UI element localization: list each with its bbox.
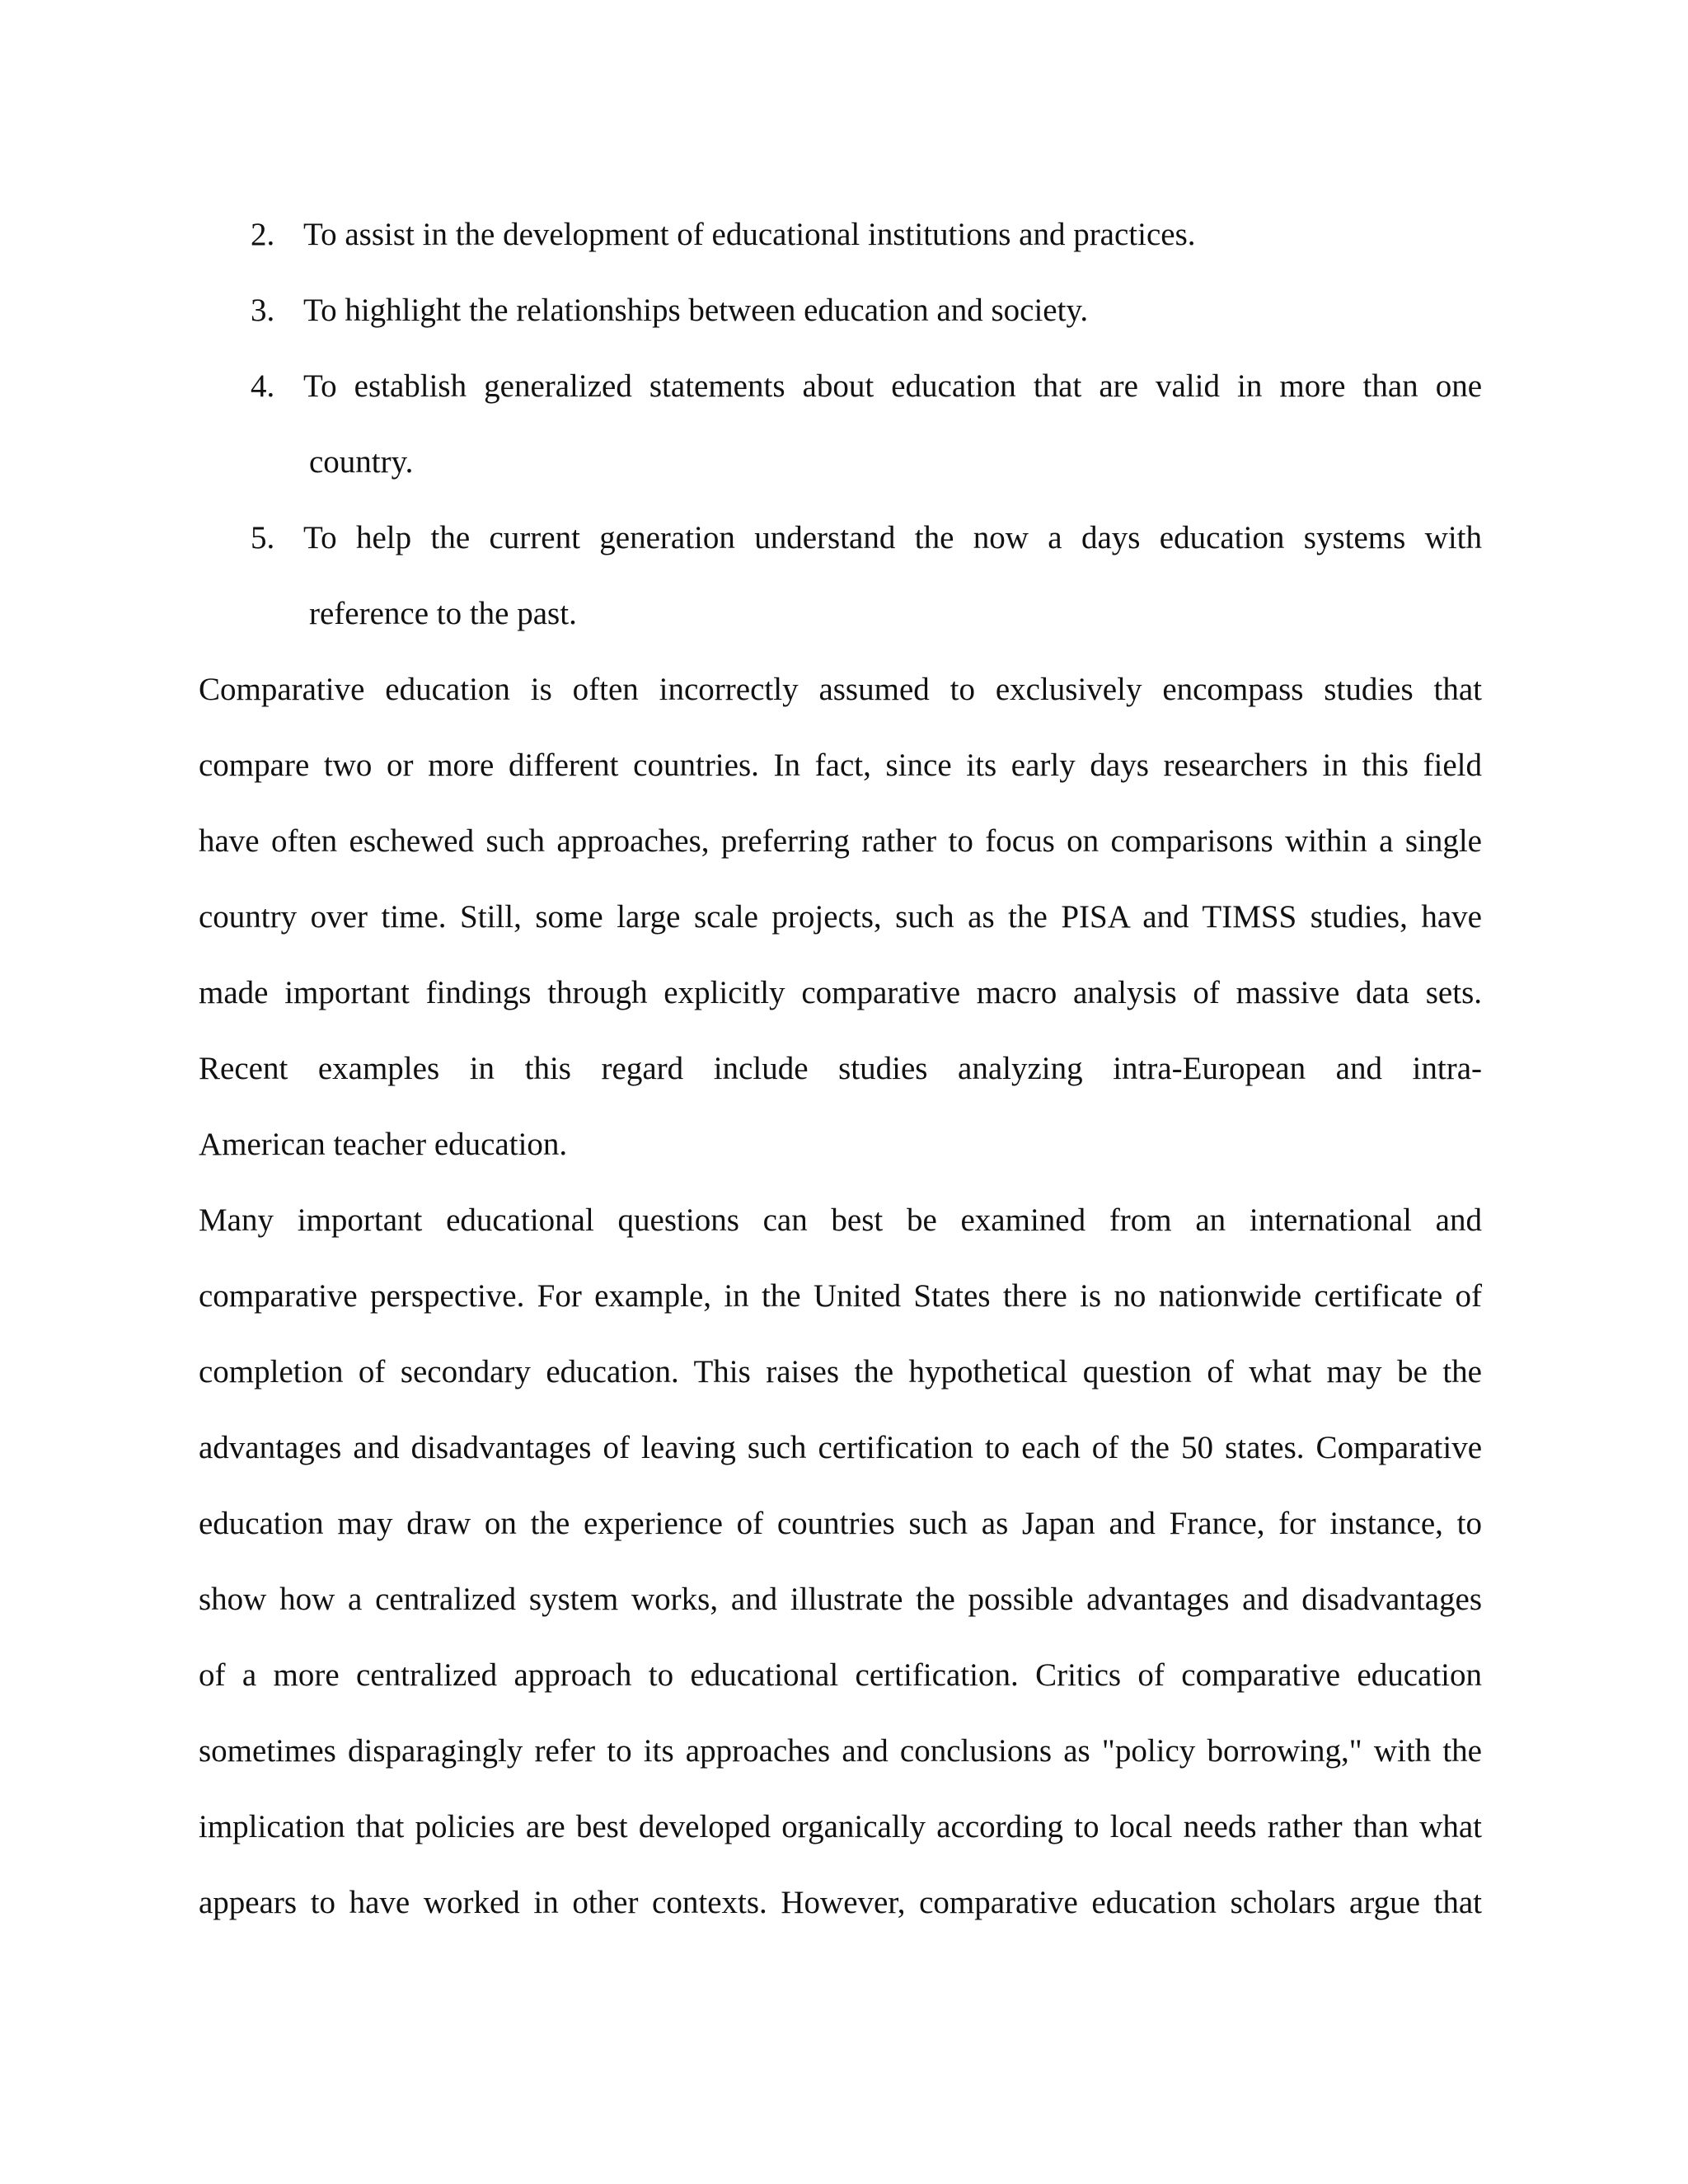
list-item-line: To help the current generation understand the now a days education systems with bbox=[303, 520, 1482, 555]
paragraph-line: have often eschewed such approaches, preferring rather to focus on comparisons within a single bbox=[199, 823, 1482, 859]
paragraph bbox=[199, 652, 1482, 1183]
paragraph-line: Recent examples in this regard include studies analyzing intra-European and intra- bbox=[199, 1051, 1482, 1086]
list-item-line: To highlight the relationships between education and society. bbox=[303, 293, 1089, 328]
list-number: 5. bbox=[251, 520, 275, 555]
paragraph bbox=[199, 1183, 1482, 1941]
paragraph-line: Comparative education is often incorrectly assumed to exclusively encompass studies that bbox=[199, 672, 1482, 707]
paragraph-line: appears to have worked in other contexts. However, comparative education scholars argue that bbox=[199, 1885, 1482, 1920]
list-item-line: To establish generalized statements about education that are valid in more than one bbox=[303, 368, 1482, 404]
list-item-line: reference to the past. bbox=[309, 596, 577, 631]
paragraph-line: sometimes disparagingly refer to its approaches and conclusions as "policy borrowing," with the bbox=[199, 1733, 1482, 1769]
list-item-line: country. bbox=[309, 444, 414, 480]
list-item bbox=[199, 349, 1482, 500]
paragraph-line: education may draw on the experience of countries such as Japan and France, for instance, to bbox=[199, 1506, 1482, 1541]
list-number: 3. bbox=[251, 293, 275, 328]
paragraph-line: made important findings through explicitly comparative macro analysis of massive data sets. bbox=[199, 975, 1482, 1010]
paragraph-line: Many important educational questions can best be examined from an international and bbox=[199, 1202, 1482, 1238]
paragraph-line: country over time. Still, some large scale projects, such as the PISA and TIMSS studies, have bbox=[199, 899, 1482, 935]
list-item bbox=[199, 500, 1482, 652]
list-item bbox=[199, 197, 1482, 273]
paragraph-line: compare two or more different countries. In fact, since its early days researchers in this field bbox=[199, 748, 1482, 783]
paragraphs bbox=[199, 652, 1482, 1941]
list-item-line: To assist in the development of educational institutions and practices. bbox=[303, 217, 1196, 252]
paragraph-line: comparative perspective. For example, in the United States there is no nationwide certificate of bbox=[199, 1278, 1482, 1314]
list-number: 4. bbox=[251, 368, 275, 404]
paragraph-line: of a more centralized approach to educational certification. Critics of comparative education bbox=[199, 1657, 1482, 1693]
list-item bbox=[199, 273, 1482, 349]
numbered-list bbox=[199, 197, 1482, 652]
body-text bbox=[199, 197, 1482, 1941]
list-number: 2. bbox=[251, 217, 275, 252]
paragraph-line: American teacher education. bbox=[199, 1127, 568, 1162]
paragraph-line: advantages and disadvantages of leaving such certification to each of the 50 states. Comparative bbox=[199, 1430, 1482, 1465]
paragraph-line: completion of secondary education. This raises the hypothetical question of what may be the bbox=[199, 1354, 1482, 1390]
paragraph-line: implication that policies are best developed organically according to local needs rather than what bbox=[199, 1809, 1482, 1844]
paragraph-line: show how a centralized system works, and illustrate the possible advantages and disadvantages bbox=[199, 1582, 1482, 1617]
